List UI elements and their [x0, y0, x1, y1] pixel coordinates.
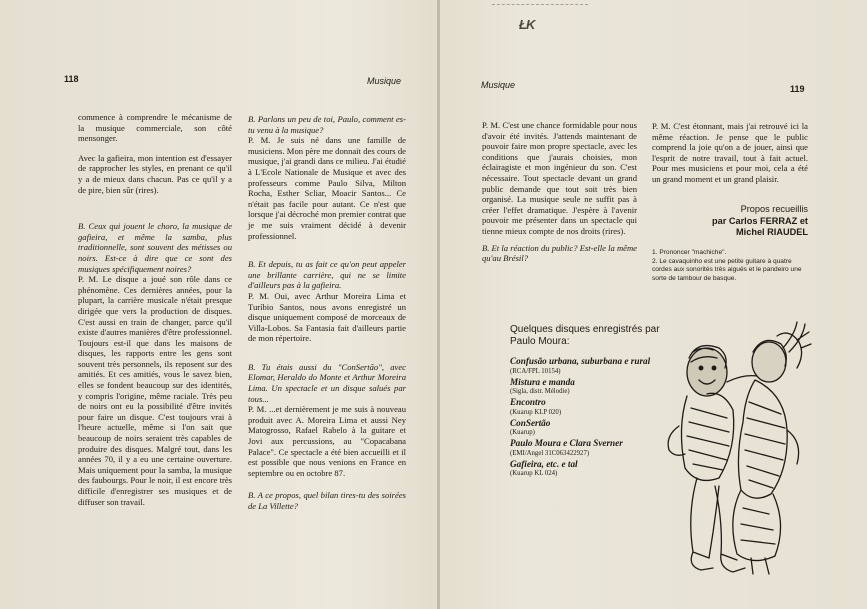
page-gutter	[437, 0, 440, 609]
running-head-left: Musique	[367, 76, 402, 86]
discography-heading: Quelques disques enregistrés par Paulo Moura:	[510, 324, 660, 347]
credit-authors: par Carlos FERRAZ et	[712, 215, 808, 226]
footnote: 1. Prononcer "machiche".	[652, 249, 727, 256]
archive-stamp-mark: ŁK	[519, 17, 535, 32]
right-column-1	[482, 120, 637, 273]
paragraph: P. M. C'est une chance formidable pour nous d'avoir été invités. J'attends maintenant de pouvoir faire mon propre spectacle, avec les conditions que j'aurais choisies, mon éclairagiste et mon ingénieur du son. C'est nécessaire. Tout spectacle devant un grand public demande que tout soit très bien organisé. La musique seule ne suffit pas à créer l'effet dramatique. J'espère à l'avenir pouvoir me présenter dans un spectacle qui tienne mieux compte de nos droits (rires).	[482, 120, 637, 236]
page-number-left: 118	[64, 74, 79, 84]
disc-title: Gafieira, etc. e tal	[510, 458, 578, 469]
dancing-couple-illustration	[657, 318, 813, 578]
discography	[510, 324, 660, 479]
disc-entry	[510, 397, 660, 417]
disc-ref: (Kuarup KL 024)	[510, 470, 558, 477]
disc-ref: (Sigla, distr. Mélodie)	[510, 388, 570, 395]
disc-entry	[510, 377, 660, 397]
paragraph: P. M. Oui, avec Arthur Moreira Lima et Turíbio Santos, nous avons enregistré un disque uniquement composé de morceaux de Villa-Lobos. Sa Fantasia fait d'ailleurs partie de mon répertoire.	[248, 290, 406, 344]
left-column-2	[248, 114, 406, 521]
paragraph: commence à comprendre le mécanisme de la musique commerciale, son côté mensonger.	[78, 112, 232, 144]
question-paragraph: B. Ceux qui jouent le choro, la musique de gafieira, et même la samba, plus traditionnelle, sont souvent des métisses ou noirs. Est-ce à dire que ce sont des musiques spécifiquement noires?	[78, 221, 232, 274]
right-column-2	[652, 121, 808, 194]
disc-ref: (RCA/FPL 10154)	[510, 367, 561, 375]
question-paragraph: B. Parlons un peu de toi, Paulo, comment es-tu venu à la musique?	[248, 114, 406, 135]
disc-title: Confusão urbana, suburbana e rural	[510, 356, 651, 366]
disc-ref: (EMI/Angel 31C063422927)	[510, 449, 590, 457]
disc-title: Mistura e manda	[510, 376, 575, 387]
disc-ref: (Kuarup)	[510, 429, 535, 436]
disc-entry	[510, 418, 660, 438]
question-paragraph: B. Et depuis, tu as fait ce qu'on peut appeler une brillante carrière, qui ne se limite d'ailleurs pas à la gafieira.	[248, 259, 406, 291]
archive-stamp-line	[492, 4, 588, 15]
disc-ref: (Kuarup KLP 020)	[510, 408, 562, 416]
footnote: 2. Le cavaquinho est une petite guitare à quatre cordes aux sonorités très aiguës et le pandeiro une sorte de tambour de basque.	[652, 257, 802, 282]
paragraph: Avec la gafieira, mon intention est d'essayer de rapprocher les styles, en prenant ce qu'il y a de mieux dans chacun. Pas ce qu'il y a de pire, bien sûr (rires).	[78, 152, 232, 195]
footnotes	[652, 249, 810, 283]
disc-entry	[510, 356, 660, 376]
question-paragraph: B. Tu étais aussi du "ConSertão", avec Elomar, Heraldo do Monte et Arthur Moreira Lima. Un spectacle et un disque salués par tous...	[248, 361, 406, 404]
credit-authors: Michel RIAUDEL	[736, 227, 808, 237]
left-column-1	[78, 112, 232, 516]
paragraph: P. M. ...et dernièrement je me suis à nouveau produit avec A. Moreira Lima et aussi Ney Matogrosso, Rafael Rabelo à la guitare et Jovi aux percussions, au "Copacabana Palace". Ce spectacle a été bien accueilli et il est possible que nous venions en France en septembre ou en octobre 87.	[248, 404, 406, 478]
question-paragraph: B. A ce propos, quel bilan tires-tu des soirées de La Villette?	[248, 490, 406, 511]
disc-entry	[510, 459, 660, 479]
question-paragraph: B. Et la réaction du public? Est-elle la même qu'au Brésil?	[482, 242, 637, 264]
disc-title: ConSertão	[510, 417, 551, 428]
paragraph: P. M. Le disque a joué son rôle dans ce phénomène. Ces dernières années, pour la plupart, la carrière musicale n'était presque dirigée que vers la production de disques. C'est aussi en train de changer, parce qu'il existe d'autres manières d'être professionnel. Toujours est-il que dans les maisons de disques, les rapports entre les gens sont souvent très personnels, ils reposent sur des amitiés. Et ces amitiés, vous le savez bien, elles se fondent beaucoup sur des identités, y compris l'origine, même raciale. Très peu de noirs ont eu la possibilité d'être invités pour faire un disque. C'est toujours vrai à l'heure actuelle, même si l'on sait que beaucoup de noirs seraient très capables de produire des disques. Malgré tout, dans les années 70, il y a eu une certaine ouverture. Mais uniquement pour la samba, la musique des faubourgs. Pour le noir, il est encore très difficile d'enregistrer ses musiques et de diffuser son travail.	[78, 274, 232, 507]
running-head-right: Musique	[481, 80, 516, 90]
paragraph: P. M. C'est étonnant, mais j'ai retrouvé ici la même réaction. Je pense que le public comprend la joie qu'on a de jouer, ainsi que l'esprit de notre travail, tout à fait actuel. Pour mes musiciens et pour moi, cela a été un grand moment et un grand plaisir.	[652, 121, 808, 184]
credit-line: Propos recueillis	[740, 204, 808, 214]
disc-entry	[510, 438, 660, 458]
page-number-right: 119	[790, 84, 805, 94]
paragraph: P. M. Je suis né dans une famille de musiciens. Mon père me donnait des cours de musique, j'ai grandi dans ce milieu. J'ai étudié à L'Ecole Nationale de Musique et avec des professeurs comme Paulo Silva, Milton Rocha, Esther Scliar, Moacir Santos... Ce n'était pas facile pour autant. Ce n'est que lorsque j'ai décroché mon premier contrat que je me suis vraiment décidé à devenir professionnel.	[248, 135, 406, 241]
disc-title: Paulo Moura e Clara Sverner	[510, 438, 623, 448]
disc-title: Encontro	[510, 397, 546, 407]
interview-credit	[652, 204, 808, 239]
